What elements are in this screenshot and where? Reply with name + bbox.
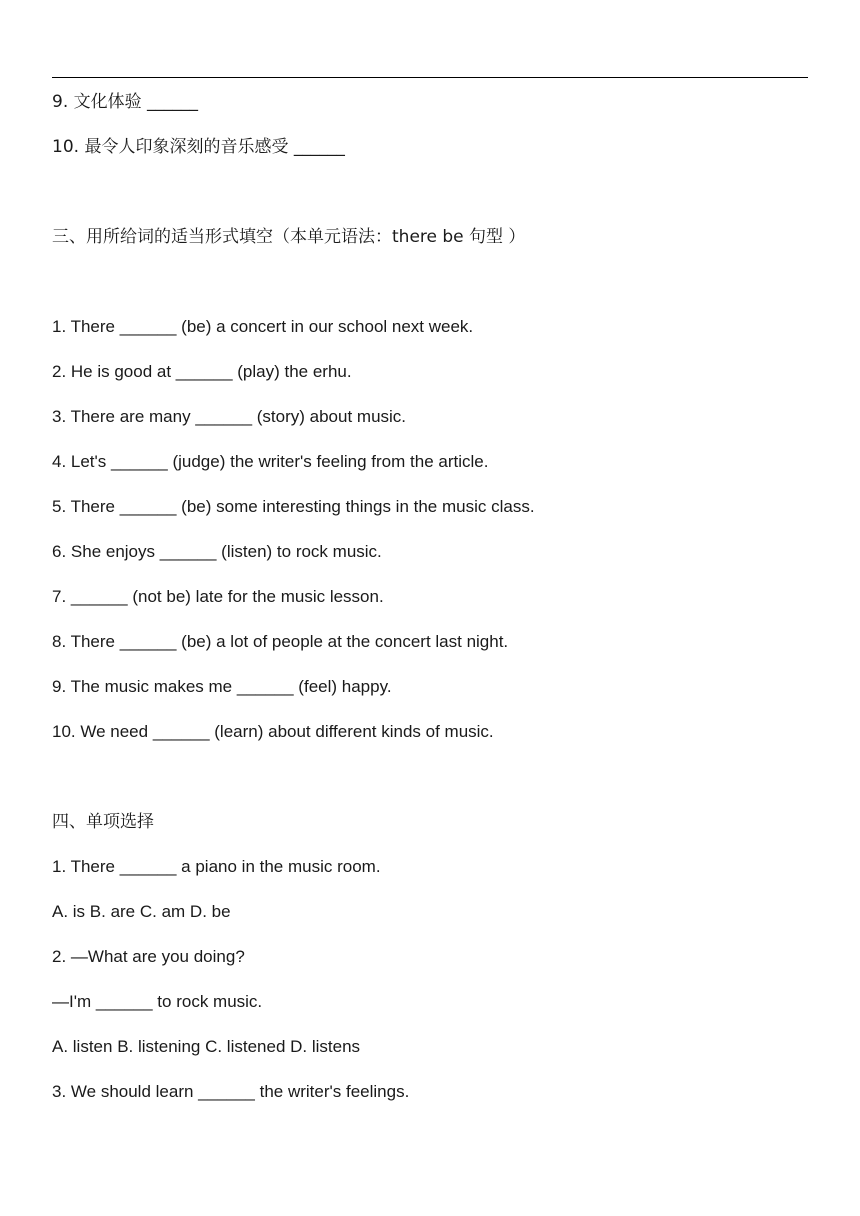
section4-question-1: 1. There ______ a piano in the music room. [52,857,381,876]
section4-question-2-reply: —I'm ______ to rock music. [52,992,263,1011]
part2-item-9: 9. 文化体验 ______ [52,92,199,112]
section4-options-2: A. listen B. listening C. listened D. listens [52,1037,361,1056]
section3-question-5: 5. There ______ (be) some interesting things in the music class. [52,497,535,516]
part2-item-10: 10. 最令人印象深刻的音乐感受 ______ [52,137,345,157]
section4-question-3: 3. We should learn ______ the writer's feelings. [52,1082,410,1101]
section3-question-8: 8. There ______ (be) a lot of people at the concert last night. [52,632,509,651]
section3-question-4: 4. Let's ______ (judge) the writer's feeling from the article. [52,452,489,471]
section3-question-10: 10. We need ______ (learn) about different kinds of music. [52,722,494,741]
header-divider [52,77,808,78]
section4-question-2: 2. —What are you doing? [52,947,245,966]
section4-heading: 四、单项选择 [52,812,154,832]
section3-question-6: 6. She enjoys ______ (listen) to rock music. [52,542,382,561]
section4-options-1: A. is B. are C. am D. be [52,902,231,921]
section3-question-7: 7. ______ (not be) late for the music lesson. [52,587,384,606]
section3-question-2: 2. He is good at ______ (play) the erhu. [52,362,352,381]
section3-question-3: 3. There are many ______ (story) about music. [52,407,407,426]
section3-heading: 三、用所给词的适当形式填空（本单元语法：there be 句型 ） [52,227,526,247]
section3-question-9: 9. The music makes me ______ (feel) happy. [52,677,392,696]
section3-question-1: 1. There ______ (be) a concert in our school next week. [52,317,474,336]
